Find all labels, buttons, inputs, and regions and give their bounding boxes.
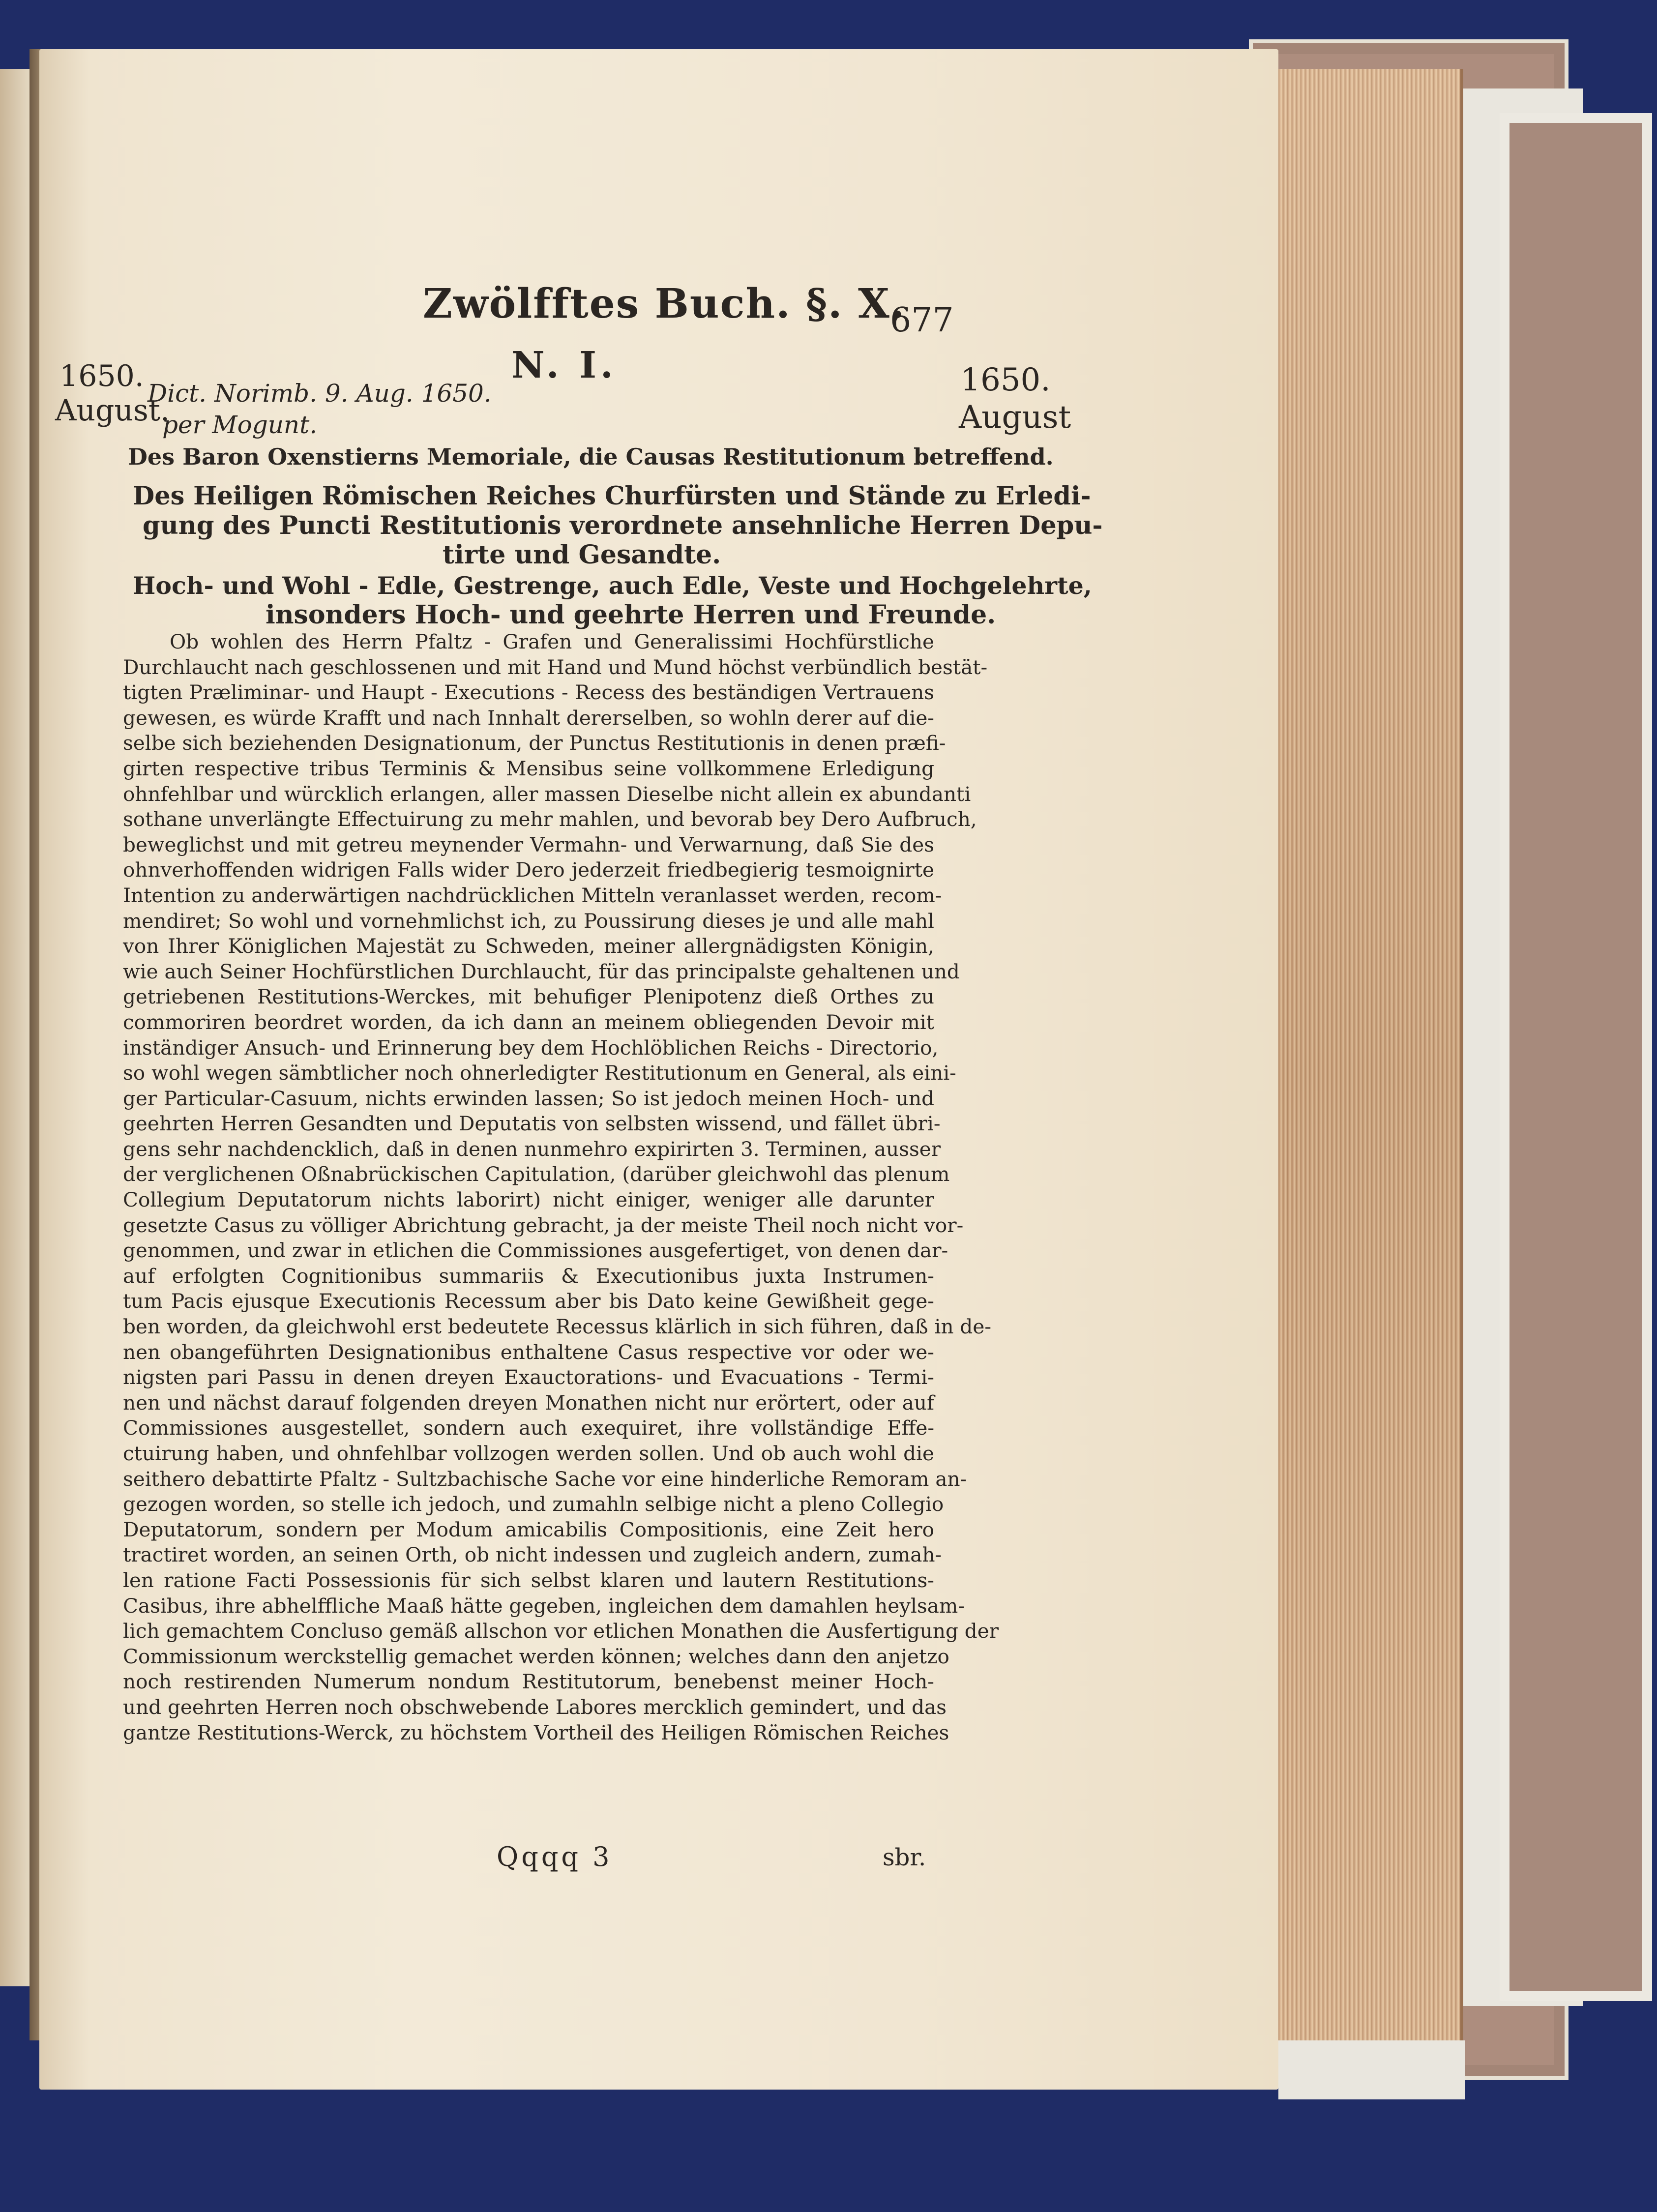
body-line: genommen, und zwar in etlichen die Commissiones ausgefertiget, von denen dar- [123, 1239, 948, 1263]
body-line: so wohl wegen sämbtlicher noch ohnerledigter Restitutionum en General, als eini- [123, 1061, 956, 1085]
margin-year-right: 1650. [960, 362, 1051, 398]
document-number: N. I. [511, 344, 617, 386]
endpaper-bottom [1278, 2040, 1465, 2099]
body-line: Deputatorum, sondern per Modum amicabilis Compositionis, eine Zeit hero [123, 1517, 934, 1541]
body-line: noch restirenden Numerum nondum Restitutorum, benebenst meiner Hoch- [123, 1670, 934, 1694]
body-line: gezogen worden, so stelle ich jedoch, und zumahln selbige nicht a pleno Collegio [123, 1492, 944, 1516]
body-line: len ratione Facti Possessionis für sich selbst klaren und lautern Restitutions- [123, 1568, 934, 1592]
body-line: beweglichst und mit getreu meynender Vermahn- und Verwarnung, daß Sie des [123, 832, 934, 856]
cover-lining [1500, 113, 1652, 2001]
body-line: gesetzte Casus zu völliger Abrichtung gebracht, ja der meiste Theil noch nicht vor- [123, 1213, 964, 1237]
body-line: commoriren beordret worden, da ich dann an meinem obliegenden Devoir mit [123, 1010, 934, 1034]
body-line: Ob wohlen des Herrn Pfaltz - Grafen und Generalissimi Hochfürstliche [170, 630, 934, 653]
body-line: Casibus, ihre abhelffliche Maaß hätte gegeben, ingleichen dem damahlen heylsam- [123, 1593, 965, 1618]
dictation-line-1: Dict. Norimb. 9. Aug. 1650. [148, 379, 492, 408]
catchword: sbr. [883, 1844, 926, 1871]
margin-date-left [55, 359, 170, 428]
body-line: gantze Restitutions-Werck, zu höchstem Vortheil des Heiligen Römischen Reiches [123, 1720, 949, 1744]
body-line: nigsten pari Passu in denen dreyen Exauctorations- und Evacuations - Termi- [123, 1365, 934, 1389]
body-line: der verglichenen Oßnabrückischen Capitulation, (darüber gleichwohl das plenum [123, 1162, 950, 1186]
letter-body [123, 629, 999, 1745]
body-line: geehrten Herren Gesandten und Deputatis von selbsten wissend, und fället übri- [123, 1112, 941, 1136]
body-line: ben worden, da gleichwohl erst bedeutete Recessus klärlich in sich führen, daß in de- [123, 1315, 992, 1339]
body-line: nen und nächst darauf folgenden dreyen Monathen nicht nur erörtert, oder auf [123, 1390, 934, 1415]
address-line-1: Des Heiligen Römischen Reiches Churfürsten und Stände zu Erledi- [133, 481, 1091, 511]
address-line-3: tirte und Gesandte. [443, 540, 721, 570]
body-line: gens sehr nachdencklich, daß in denen nunmehro expirirten 3. Terminen, ausser [123, 1137, 941, 1161]
page-number: 677 [890, 301, 954, 340]
body-line: ctuirung haben, und ohnfehlbar vollzogen werden sollen. Und ob auch wohl die [123, 1442, 934, 1465]
body-line: auf erfolgten Cognitionibus summariis & Executionibus juxta Instrumen- [123, 1264, 934, 1288]
page-block-shading [1278, 69, 1460, 2085]
body-line: und geehrten Herren noch obschwebende Labores mercklich gemindert, und das [123, 1695, 947, 1719]
body-line: von Ihrer Königlichen Majestät zu Schweden, meiner allergnädigsten Königin, [123, 934, 934, 958]
body-line: nen obangeführten Designationibus enthaltene Casus respective vor oder we- [123, 1340, 934, 1364]
body-line: wie auch Seiner Hochfürstlichen Durchlaucht, für das principalste gehaltenen und [123, 959, 960, 983]
body-line: selbe sich beziehenden Designationum, der Punctus Restitutionis in denen præfi- [123, 731, 946, 755]
dictation-line-2: per Mogunt. [162, 411, 318, 439]
document-heading: Des Baron Oxenstierns Memoriale, die Causas Restitutionum betreffend. [128, 443, 1054, 470]
body-line: ger Particular-Casuum, nichts erwinden lassen; So ist jedoch meinen Hoch- und [123, 1086, 934, 1110]
margin-date-right [959, 361, 1071, 436]
body-line: tum Pacis ejusque Executionis Recessum aber bis Dato keine Gewißheit gege- [123, 1289, 934, 1313]
body-line: tractiret worden, an seinen Orth, ob nicht indessen und zugleich andern, zumah- [123, 1543, 942, 1567]
running-head: Zwölfftes Buch. §. X. [423, 280, 906, 327]
body-line: Collegium Deputatorum nichts laborirt) nicht einiger, weniger alle darunter [123, 1188, 934, 1212]
margin-month-right: August [959, 399, 1071, 436]
body-line: lich gemachtem Concluso gemäß allschon vor etlichen Monathen die Ausfertigung der [123, 1619, 999, 1643]
body-line: Durchlaucht nach geschlossenen und mit Hand und Mund höchst verbündlich bestät- [123, 655, 988, 679]
salutation-line-2: insonders Hoch- und geehrte Herren und Freunde. [266, 600, 996, 630]
salutation-line-1: Hoch- und Wohl - Edle, Gestrenge, auch Edle, Veste und Hochgelehrte, [133, 571, 1092, 600]
body-line: ohnfehlbar und würcklich erlangen, aller massen Dieselbe nicht allein ex abundanti [123, 782, 971, 806]
margin-year-left: 1650. [59, 359, 144, 393]
body-line: Intention zu anderwärtigen nachdrücklichen Mitteln veranlasset werden, recom- [123, 883, 942, 907]
body-line: ohnverhoffenden widrigen Falls wider Dero jederzeit friedbegierig tesmoignirte [123, 858, 934, 882]
body-line: gewesen, es würde Krafft und nach Innhalt dererselben, so wohln derer auf die- [123, 706, 934, 730]
body-line: mendiret; So wohl und vornehmlichst ich, zu Poussirung dieses je und alle mahl [123, 909, 934, 933]
dictation-note [148, 378, 492, 441]
margin-month-left: August. [55, 393, 170, 428]
body-line: seithero debattirte Pfaltz - Sultzbachische Sache vor eine hinderliche Remoram an- [123, 1467, 967, 1491]
body-line: Commissiones ausgestellet, sondern auch exequiret, ihre vollständige Effe- [123, 1416, 934, 1440]
body-line: sothane unverlängte Effectuirung zu mehr mahlen, und bevorab bey Dero Aufbruch, [123, 807, 977, 831]
body-line: inständiger Ansuch- und Erinnerung bey dem Hochlöblichen Reichs - Directorio, [123, 1035, 939, 1060]
signature-mark: Qqqq 3 [497, 1841, 613, 1872]
address-line-2: gung des Puncti Restitutionis verordnete ansehnliche Herren Depu- [143, 511, 1103, 540]
body-line: Commissionum werckstellig gemachet werden können; welches dann den anjetzo [123, 1644, 949, 1668]
body-line: getriebenen Restitutions-Werckes, mit behufiger Plenipotenz dieß Orthes zu [123, 985, 934, 1009]
body-line: tigten Præliminar- und Haupt - Executions - Recess des beständigen Vertrauens [123, 680, 934, 705]
body-line: girten respective tribus Terminis & Mensibus seine vollkommene Erledigung [123, 756, 934, 780]
